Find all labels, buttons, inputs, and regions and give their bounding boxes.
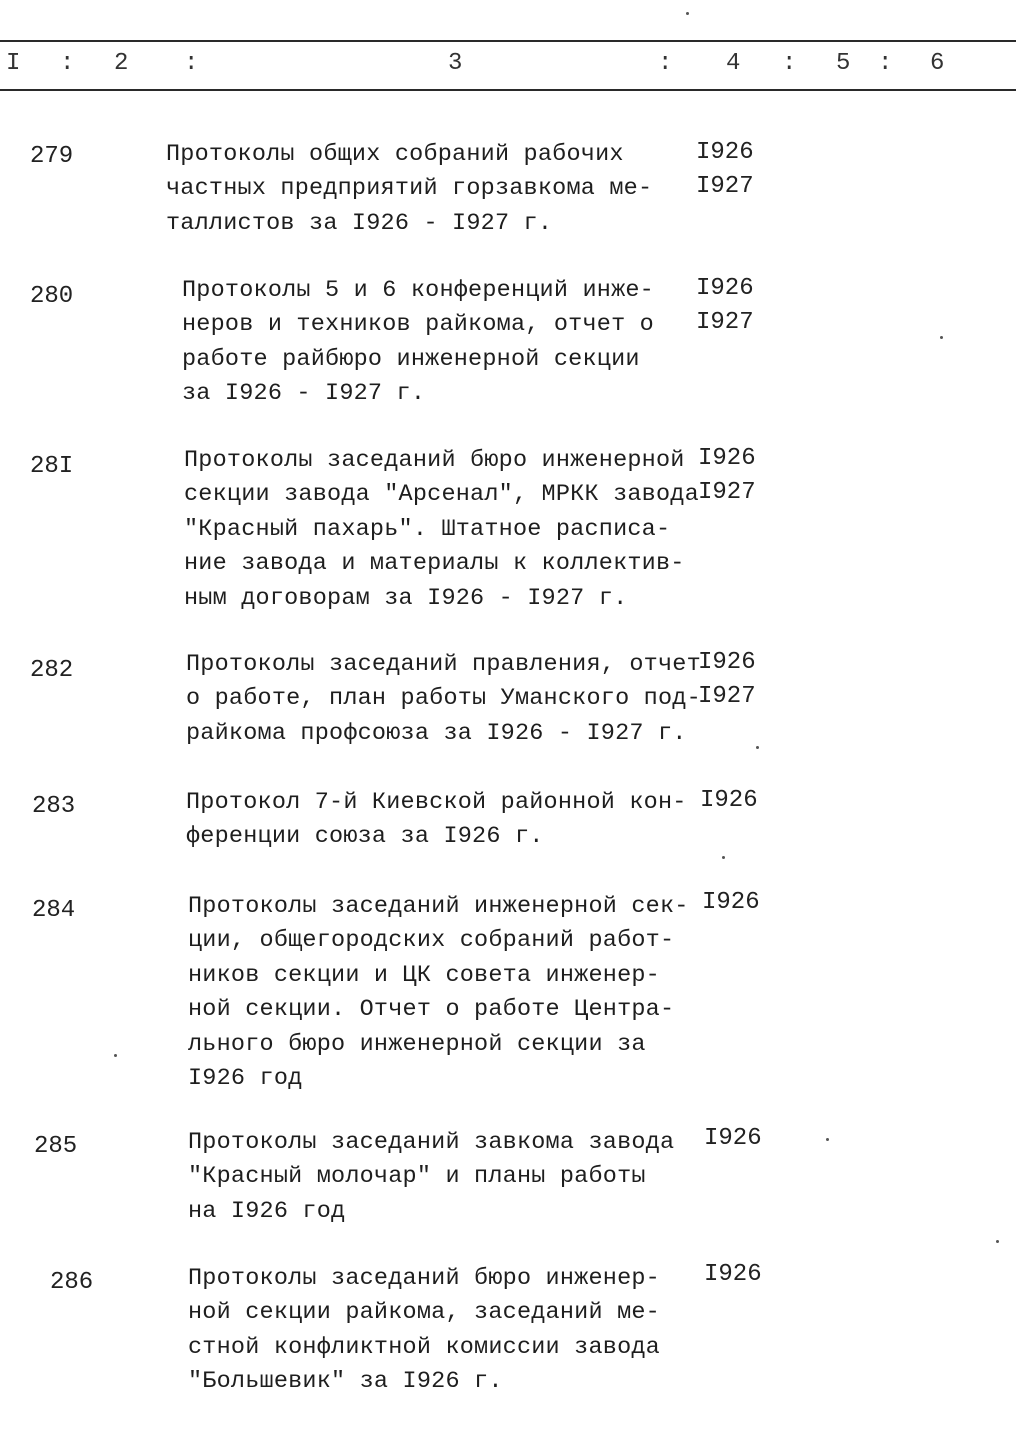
- header-col-6: 6: [930, 50, 945, 77]
- record-description: [188, 1262, 708, 1400]
- record-line: "Красный молочар" и планы работы: [188, 1163, 646, 1191]
- record-line: Протоколы 5 и 6 конференций инже-: [182, 277, 654, 304]
- record-description: [188, 1126, 708, 1229]
- header-separator: :: [658, 50, 673, 77]
- record-years: [700, 784, 758, 818]
- header-separator: :: [782, 50, 797, 77]
- record-line: ной секции райкома, заседаний ме-: [188, 1299, 660, 1327]
- record-line: Протоколы заседаний инженерной сек-: [188, 893, 689, 920]
- record-line: ние завода и материалы к коллектив-: [184, 550, 685, 578]
- record-number: 286: [50, 1269, 94, 1296]
- header-top-rule: [0, 40, 1016, 42]
- record-line: ным договорам за I926 - I927 г.: [184, 584, 628, 612]
- header-separator: :: [878, 50, 893, 77]
- record-number: 28I: [30, 453, 74, 480]
- record-line: ной секции. Отчет о работе Центра-: [188, 996, 675, 1024]
- record-description: [182, 274, 702, 412]
- header-separator: :: [184, 50, 199, 77]
- scan-speck: [722, 856, 725, 859]
- record-line: о работе, план работы Уманского под-: [186, 685, 701, 713]
- record-line: стной конфликтной комиссии завода: [188, 1333, 660, 1361]
- record-line: Протоколы заседаний завкома завода: [188, 1129, 675, 1156]
- record-year: I926: [696, 139, 754, 166]
- header-col-4: 4: [726, 50, 741, 77]
- record-line: Протоколы заседаний бюро инженерной: [184, 447, 685, 474]
- record-number: 282: [30, 657, 74, 684]
- record-line: Протоколы общих собраний рабочих: [166, 141, 624, 168]
- record-number: 279: [30, 143, 74, 170]
- record-line: райкома профсоюза за I926 - I927 г.: [186, 719, 687, 747]
- header-bottom-rule: [0, 89, 1016, 91]
- record-line: "Красный пахарь". Штатное расписа-: [184, 515, 671, 543]
- record-year: I926: [704, 1261, 762, 1288]
- record-year: I926: [698, 649, 756, 676]
- record-line: ников секции и ЦК совета инженер-: [188, 961, 660, 989]
- record-line: на I926 год: [188, 1197, 346, 1225]
- scan-speck: [686, 12, 689, 15]
- record-description: [186, 648, 706, 751]
- record-years: [698, 646, 756, 715]
- record-line: частных предприятий горзавкома ме-: [166, 175, 653, 203]
- record-line: секции завода "Арсенал", МРКК завода: [184, 481, 699, 509]
- record-number: 284: [32, 897, 76, 924]
- record-year: I927: [696, 173, 754, 201]
- header-col-3: 3: [448, 50, 463, 77]
- record-years: [696, 272, 754, 341]
- record-year: I926: [704, 1125, 762, 1152]
- record-line: неров и техников райкома, отчет о: [182, 311, 654, 339]
- record-year: I927: [696, 309, 754, 337]
- scan-speck: [756, 746, 759, 749]
- record-line: ции, общегородских собраний работ-: [188, 927, 675, 955]
- record-description: [184, 444, 704, 616]
- header-separator: :: [60, 50, 75, 77]
- header-col-2: 2: [114, 50, 129, 77]
- record-year: I927: [698, 683, 756, 711]
- record-years: [704, 1122, 762, 1156]
- record-line: I926 год: [188, 1065, 303, 1093]
- record-description: [186, 786, 706, 855]
- scan-speck: [826, 1138, 829, 1141]
- record-line: работе райбюро инженерной секции: [182, 345, 640, 373]
- record-years: [696, 136, 754, 205]
- record-line: за I926 - I927 г.: [182, 380, 426, 408]
- record-year: I926: [702, 889, 760, 916]
- record-line: Протокол 7-й Киевской районной кон-: [186, 789, 687, 816]
- record-line: таллистов за I926 - I927 г.: [166, 209, 553, 237]
- record-line: "Большевик" за I926 г.: [188, 1368, 503, 1396]
- record-year: I926: [696, 275, 754, 302]
- scan-speck: [114, 1054, 117, 1057]
- record-year: I926: [698, 445, 756, 472]
- record-number: 285: [34, 1133, 78, 1160]
- scan-speck: [940, 336, 943, 339]
- header-col-5: 5: [836, 50, 851, 77]
- record-number: 283: [32, 793, 76, 820]
- record-description: [188, 890, 708, 1096]
- record-line: Протоколы заседаний правления, отчет: [186, 651, 701, 678]
- record-description: [166, 138, 686, 241]
- record-years: [698, 442, 756, 511]
- scan-speck: [996, 1240, 999, 1243]
- record-line: ференции союза за I926 г.: [186, 823, 544, 851]
- record-years: [702, 886, 760, 920]
- header-col-1: I: [6, 50, 21, 77]
- record-year: I926: [700, 787, 758, 814]
- record-number: 280: [30, 283, 74, 310]
- record-years: [704, 1258, 762, 1292]
- record-year: I927: [698, 479, 756, 507]
- record-line: Протоколы заседаний бюро инженер-: [188, 1265, 660, 1292]
- record-line: льного бюро инженерной секции за: [188, 1030, 646, 1058]
